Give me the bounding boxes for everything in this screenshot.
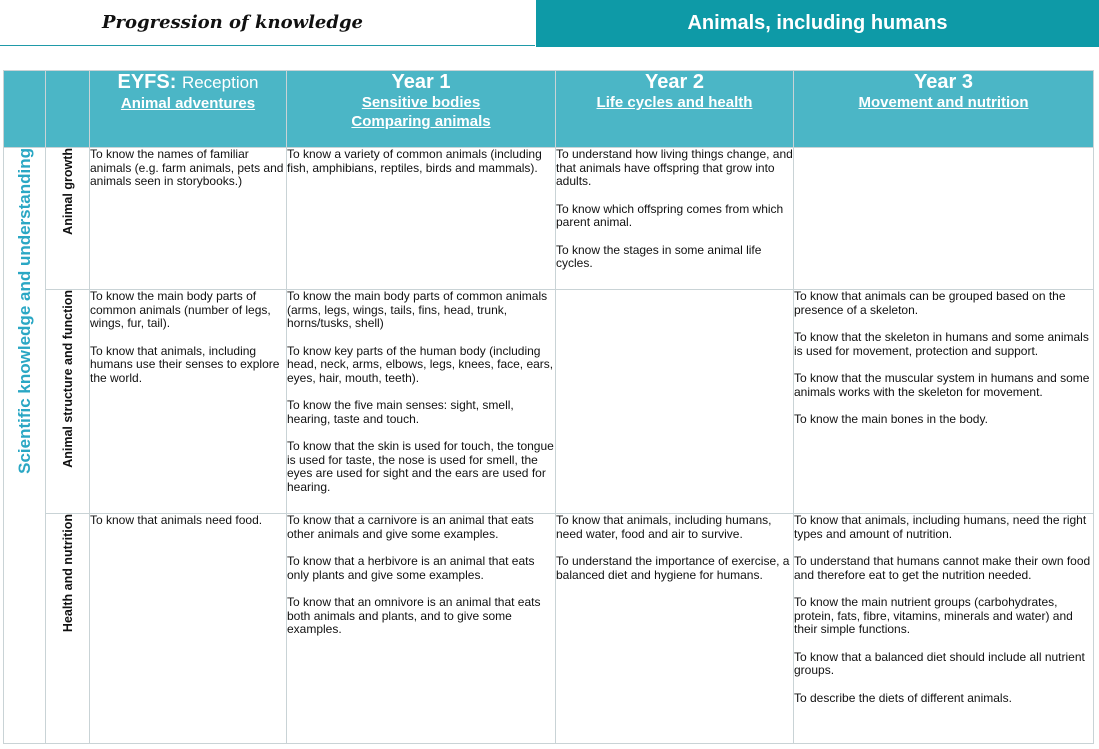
cell-statement: To know that animals, including humans, need the right types and amount of nutrition. [794,513,1087,541]
column-topic[interactable]: Comparing animals [351,113,491,130]
cell-statement: To know the stages in some animal life cycles. [556,242,762,270]
header-row [4,71,1094,148]
cell-statement: To know the main body parts of common animals (arms, legs, wings, tails, fins, head, trunk, horns/tusks, shell) [287,289,548,330]
cell-statement: To know that animals can be grouped based on the presence of a skeleton. [794,289,1066,317]
row-label: Health and nutrition [60,514,75,633]
column-header-year3 [794,71,1094,148]
table-cell [794,514,1094,744]
column-header-year2 [556,71,794,148]
column-year-sub: Reception [181,73,259,92]
cell-statement: To know the five main senses: sight, smell, hearing, taste and touch. [287,398,514,426]
cell-statement: To know that a herbivore is an animal that eats only plants and give some examples. [287,554,535,582]
subject-title: Animals, including humans [687,12,948,34]
table-cell [287,514,556,744]
row-label-cell [46,148,90,290]
cell-statement: To know that the skeleton in humans and some animals is used for movement, protection and support. [794,330,1089,358]
cell-statement: To know that the muscular system in humans and some animals works with the skeleton for movement. [794,371,1090,399]
cell-statement: To know that the skin is used for touch, the tongue is used for taste, the nose is used for smell, the eyes are used for sight and the ears are used for hearing. [287,439,554,494]
table-cell [90,290,287,514]
table-row-health-nutrition [4,514,1094,744]
column-year: Year 2 [645,71,704,93]
column-header-year1 [287,71,556,148]
table-cell [90,514,287,744]
cell-statement: To know that animals need food. [90,513,263,527]
cell-statement: To understand how living things change, and that animals have offspring that grow into adults. [556,147,793,188]
cell-statement: To know that animals, including humans use their senses to explore the world. [90,343,280,385]
row-label: Animal growth [60,148,75,235]
column-year: Year 3 [914,71,973,93]
strand-label-cell [4,148,46,744]
row-label-cell [46,290,90,514]
cell-statement: To know the main nutrient groups (carbohydrates, protein, fats, fibre, vitamins, minerals and water) and their simple functions. [794,595,1073,636]
progression-title: Progression of knowledge [102,12,363,33]
cell-statement: To know the main body parts of common animals (number of legs, wings, fur, tail). [90,289,271,330]
cell-statement: To know that a carnivore is an animal that eats other animals and give some examples. [287,513,534,541]
page-header [0,0,1099,47]
table-cell [287,148,556,290]
table-cell [556,148,794,290]
table-cell-empty [794,148,1094,290]
table-row-animal-structure [4,290,1094,514]
column-header-eyfs [90,71,287,148]
cell-statement: To know which offspring comes from which parent animal. [556,201,784,229]
table-cell-empty [556,290,794,514]
progression-table [3,70,1094,744]
column-topic[interactable]: Animal adventures [120,95,256,112]
cell-statement: To know the main bones in the body. [794,412,988,426]
strand-label: Scientific knowledge and understanding [14,148,34,474]
cell-statement: To know the names of familiar animals (e.g. farm animals, pets and animals seen in storybooks.) [90,147,284,188]
table-row-animal-growth [4,148,1094,290]
column-topic[interactable]: Sensitive bodies [361,94,481,111]
column-year: EYFS: [117,71,177,93]
cell-statement: To know a variety of common animals (including fish, amphibians, reptiles, birds and mammals). [287,147,542,175]
row-label: Animal structure and function [60,290,75,468]
header-left-panel [0,0,535,46]
cell-statement: To understand the importance of exercise, a balanced diet and hygiene for humans. [556,554,790,582]
column-year: Year 1 [391,71,451,93]
header-blank-2 [46,71,90,148]
column-topic[interactable]: Movement and nutrition [858,94,1029,111]
row-label-cell [46,514,90,744]
column-topic[interactable]: Life cycles and health [596,94,753,111]
table-cell [556,514,794,744]
header-right-panel [536,0,1099,47]
cell-statement: To describe the diets of different animals. [794,690,1012,705]
cell-statement: To know that animals, including humans, need water, food and air to survive. [556,513,772,541]
header-blank-1 [4,71,46,148]
cell-statement: To know that a balanced diet should include all nutrient groups. [794,649,1085,677]
cell-statement: To know key parts of the human body (including head, neck, arms, elbows, legs, knees, face, ears, eyes, hair, mouth, teeth). [287,343,554,385]
table-cell [287,290,556,514]
cell-statement: To understand that humans cannot make their own food and therefore eat to get the nutrition needed. [794,554,1091,582]
table-cell [90,148,287,290]
cell-statement: To know that an omnivore is an animal that eats both animals and plants, and to give some examples. [287,595,541,636]
table-cell [794,290,1094,514]
